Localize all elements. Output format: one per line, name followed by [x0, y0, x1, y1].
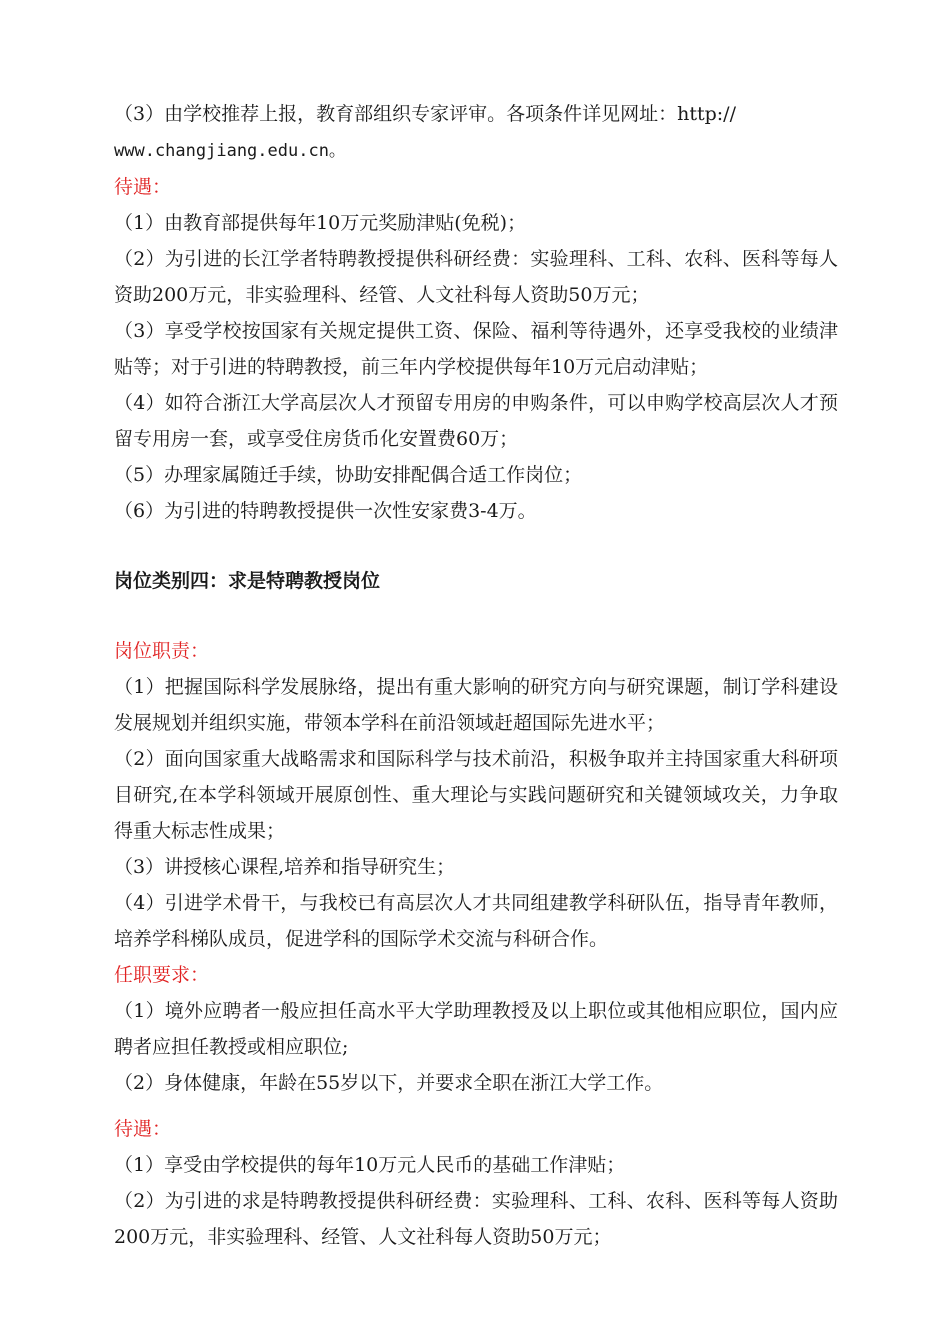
intro-item-3	[114, 96, 838, 169]
document-page	[114, 96, 838, 1255]
treatment-a-item-2: （2）为引进的长江学者特聘教授提供科研经费：实验理科、工科、农科、医科等每人资助200万元，非实验理科、经管、人文社科每人资助50万元；	[114, 248, 838, 306]
spacer	[114, 1101, 838, 1111]
duties-item-1: （1）把握国际科学发展脉络，提出有重大影响的研究方向与研究课题，制订学科建设发展规划并组织实施，带领本学科在前沿领域赶超国际先进水平；	[114, 676, 838, 734]
intro-url: www.changjiang.edu.cn。	[114, 141, 346, 161]
section-title: 岗位类别四：求是特聘教授岗位	[114, 570, 381, 592]
treatment-b-item-1: （1）享受由学校提供的每年10万元人民币的基础工作津贴；	[114, 1154, 626, 1176]
treatment-a-item-6: （6）为引进的特聘教授提供一次性安家费3-4万。	[114, 500, 537, 522]
treatment-b-item-2: （2）为引进的求是特聘教授提供科研经费：实验理科、工科、农科、医科等每人资助200万元，非实验理科、经管、人文社科每人资助50万元；	[114, 1190, 838, 1248]
spacer	[114, 599, 838, 633]
treatment-heading-a: 待遇：	[114, 176, 172, 198]
treatment-a-item-4: （4）如符合浙江大学高层次人才预留专用房的申购条件，可以申购学校高层次人才预留专用房一套，或享受住房货币化安置费60万；	[114, 392, 838, 450]
duties-item-3: （3）讲授核心课程,培养和指导研究生；	[114, 856, 456, 878]
treatment-a-item-3: （3）享受学校按国家有关规定提供工资、保险、福利等待遇外，还享受我校的业绩津贴等；对于引进的特聘教授，前三年内学校提供每年10万元启动津贴；	[114, 320, 838, 378]
requirements-item-1: （1）境外应聘者一般应担任高水平大学助理教授及以上职位或其他相应职位，国内应聘者应担任教授或相应职位;	[114, 1000, 838, 1058]
treatment-heading-b: 待遇：	[114, 1118, 172, 1140]
duties-heading: 岗位职责：	[114, 640, 210, 662]
treatment-a-item-1: （1）由教育部提供每年10万元奖励津贴(免税)；	[114, 212, 527, 234]
requirements-heading: 任职要求：	[114, 964, 210, 986]
duties-item-4: （4）引进学术骨干，与我校已有高层次人才共同组建教学科研队伍，指导青年教师，培养学科梯队成员，促进学科的国际学术交流与科研合作。	[114, 892, 838, 950]
duties-item-2: （2）面向国家重大战略需求和国际科学与技术前沿，积极争取并主持国家重大科研项目研究,在本学科领域开展原创性、重大理论与实践问题研究和关键领域攻关，力争取得重大标志性成果；	[114, 748, 838, 842]
treatment-a-item-5: （5）办理家属随迁手续，协助安排配偶合适工作岗位；	[114, 464, 583, 486]
requirements-item-2: （2）身体健康，年龄在55岁以下，并要求全职在浙江大学工作。	[114, 1072, 664, 1094]
spacer	[114, 529, 838, 563]
intro-item-3-line1: （3）由学校推荐上报，教育部组织专家评审。各项条件详见网址：http://	[114, 103, 736, 125]
